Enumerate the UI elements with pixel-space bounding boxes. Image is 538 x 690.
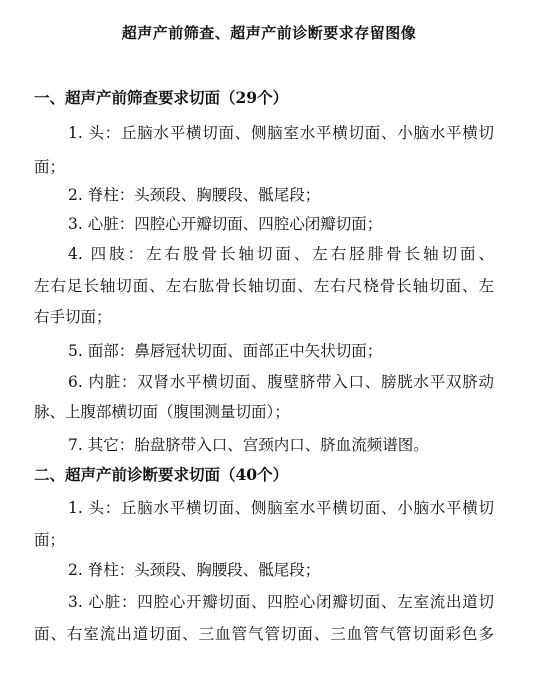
text-line: 6. 内脏：双肾水平横切面、腹壁脐带入口、膀胱水平双脐动: [68, 373, 494, 391]
text-line: 3. 心脏：四腔心开瓣切面、四腔心闭瓣切面、左室流出道切: [68, 593, 494, 611]
text-line: 左右足长轴切面、左右肱骨长轴切面、左右尺桡骨长轴切面、左: [34, 277, 494, 295]
text-line: 4. 四肢：左右股骨长轴切面、左右胫腓骨长轴切面、: [68, 245, 494, 263]
text-line: 2. 脊柱：头颈段、胸腰段、骶尾段；: [68, 186, 321, 204]
section-heading-screening: 一、超声产前筛查要求切面（29个）: [34, 88, 289, 107]
document-title: 超声产前筛查、超声产前诊断要求存留图像: [121, 24, 417, 42]
text-line: 面；: [34, 158, 66, 176]
text-line: 面；: [34, 531, 66, 549]
text-line: 2. 脊柱：头颈段、胸腰段、骶尾段；: [68, 561, 321, 579]
text-line: 7. 其它：胎盘脐带入口、宫颈内口、脐血流频谱图。: [68, 436, 429, 454]
text-line: 1. 头：丘脑水平横切面、侧脑室水平横切面、小脑水平横切: [68, 499, 494, 517]
text-line: 面、右室流出道切面、三血管气管切面、三血管气管切面彩色多: [34, 625, 494, 643]
text-line: 3. 心脏：四腔心开瓣切面、四腔心闭瓣切面；: [68, 215, 383, 233]
text-line: 1. 头：丘脑水平横切面、侧脑室水平横切面、小脑水平横切: [68, 124, 494, 142]
text-line: 右手切面；: [34, 308, 112, 326]
text-line: 5. 面部：鼻唇冠状切面、面部正中矢状切面；: [68, 342, 383, 360]
text-line: 脉、上腹部横切面（腹围测量切面）；: [34, 403, 290, 421]
section-heading-diagnosis: 二、超声产前诊断要求切面（40个）: [34, 465, 289, 484]
